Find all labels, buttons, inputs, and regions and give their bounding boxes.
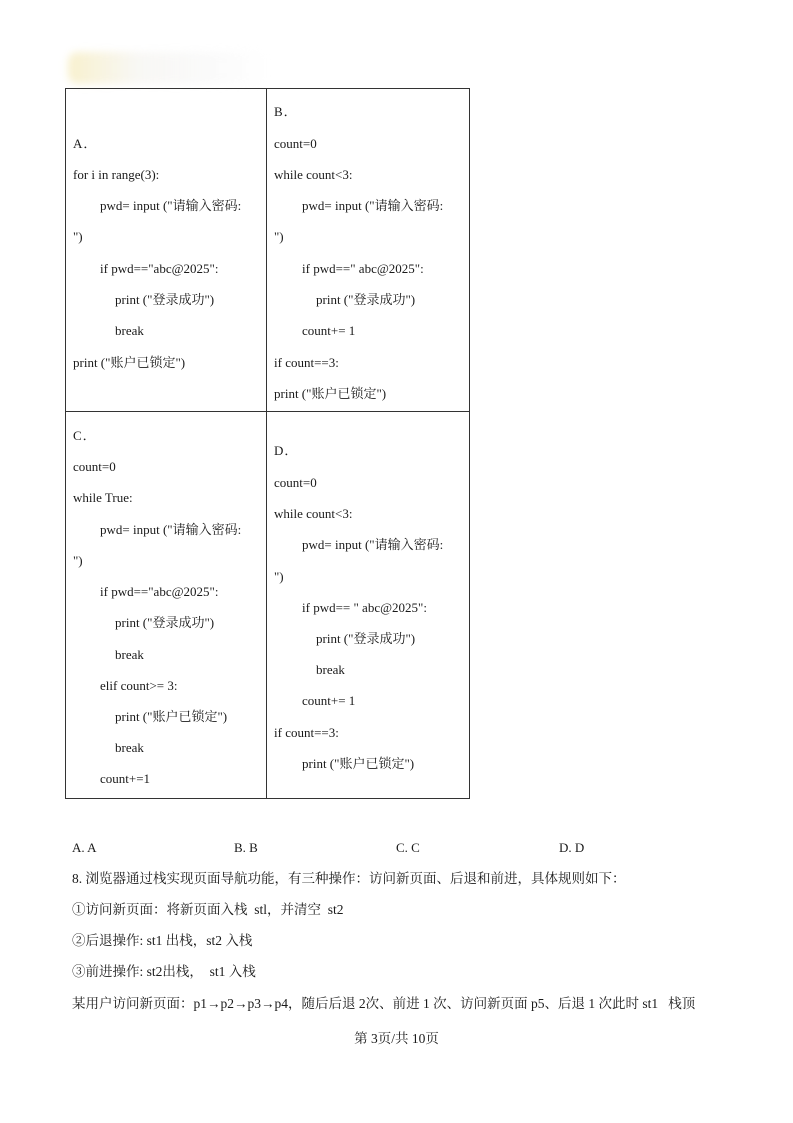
option-d-line-4: ") (274, 569, 284, 584)
question-8-rule-1: ①访问新页面：将新页面入栈 stl，并清空 st2 (72, 902, 344, 917)
option-c-line-7: break (115, 647, 144, 662)
option-a-cell (66, 89, 267, 412)
option-c-line-2: while True: (73, 490, 133, 505)
option-c-line-10: break (115, 740, 144, 755)
option-b-line-7: count+= 1 (302, 323, 356, 338)
option-a-line-3: ") (73, 229, 83, 244)
scan-smudge (68, 52, 268, 84)
option-d-line-6: print ("登录成功") (316, 631, 416, 646)
option-c-line-6: print ("登录成功") (115, 615, 215, 630)
option-d-label: D． (274, 443, 299, 458)
question-8-stem: 8. 浏览器通过栈实现页面导航功能，有三种操作：访问新页面、后退和前进，具体规则如下： (72, 871, 626, 886)
option-d-line-1: count=0 (274, 475, 317, 490)
option-c-label: C． (73, 428, 97, 443)
option-a-line-7: print ("账户已锁定") (73, 355, 186, 370)
question-8-rule-2: ②后退操作: st1 出栈，st2 入栈 (72, 933, 253, 948)
option-b-line-1: count=0 (274, 136, 317, 151)
option-d-line-2: while count<3: (274, 506, 353, 521)
option-c-line-5: if pwd=="abc@2025": (100, 584, 219, 599)
option-c-line-3: pwd= input ("请输入密码: (100, 522, 242, 537)
option-a-line-1: for i in range(3): (73, 167, 160, 182)
answer-choice-b[interactable]: B. B (234, 840, 258, 855)
answer-choice-d[interactable]: D. D (559, 840, 585, 855)
option-d-line-3: pwd= input ("请输入密码: (302, 537, 444, 552)
option-c-cell (66, 412, 267, 799)
option-c-line-1: count=0 (73, 459, 116, 474)
option-b-line-3: pwd= input ("请输入密码: (302, 198, 444, 213)
option-b-label: B． (274, 104, 298, 119)
option-a-line-6: break (115, 323, 144, 338)
option-a-line-2: pwd= input ("请输入密码: (100, 198, 242, 213)
answer-choice-a[interactable]: A. A (72, 840, 97, 855)
answer-choices (72, 840, 712, 856)
option-b-line-8: if count==3: (274, 355, 339, 370)
option-b-line-6: print ("登录成功") (316, 292, 416, 307)
option-d-line-8: count+= 1 (302, 693, 356, 708)
option-b-line-9: print ("账户已锁定") (274, 386, 387, 401)
question-8-rule-3: ③前进操作: st2出栈， st1 入栈 (72, 964, 256, 979)
option-c-line-4: ") (73, 553, 83, 568)
option-a-label: A． (73, 136, 98, 151)
option-c-line-8: elif count>= 3: (100, 678, 178, 693)
option-d-cell (267, 412, 470, 799)
options-table (65, 88, 470, 799)
page-footer: 第 3页/共 10页 (354, 1031, 439, 1046)
option-b-line-2: while count<3: (274, 167, 353, 182)
option-d-line-9: if count==3: (274, 725, 339, 740)
option-a-line-5: print ("登录成功") (115, 292, 215, 307)
option-a-line-4: if pwd=="abc@2025": (100, 261, 219, 276)
question-8-scenario: 某用户访问新页面：p1→p2→p3→p4，随后后退 2次、前进 1 次、访问新页面 p5、后退 1 次此时 st1 栈顶 (72, 996, 696, 1011)
option-b-line-4: ") (274, 229, 284, 244)
option-c-line-9: print ("账户已锁定") (115, 709, 228, 724)
answer-choice-c[interactable]: C. C (396, 840, 420, 855)
option-b-line-5: if pwd==" abc@2025": (302, 261, 424, 276)
option-d-line-10: print ("账户已锁定") (302, 756, 415, 771)
option-c-line-11: count+=1 (100, 771, 151, 786)
option-d-line-7: break (316, 662, 345, 677)
option-d-line-5: if pwd== " abc@2025": (302, 600, 427, 615)
option-b-cell (267, 89, 470, 412)
